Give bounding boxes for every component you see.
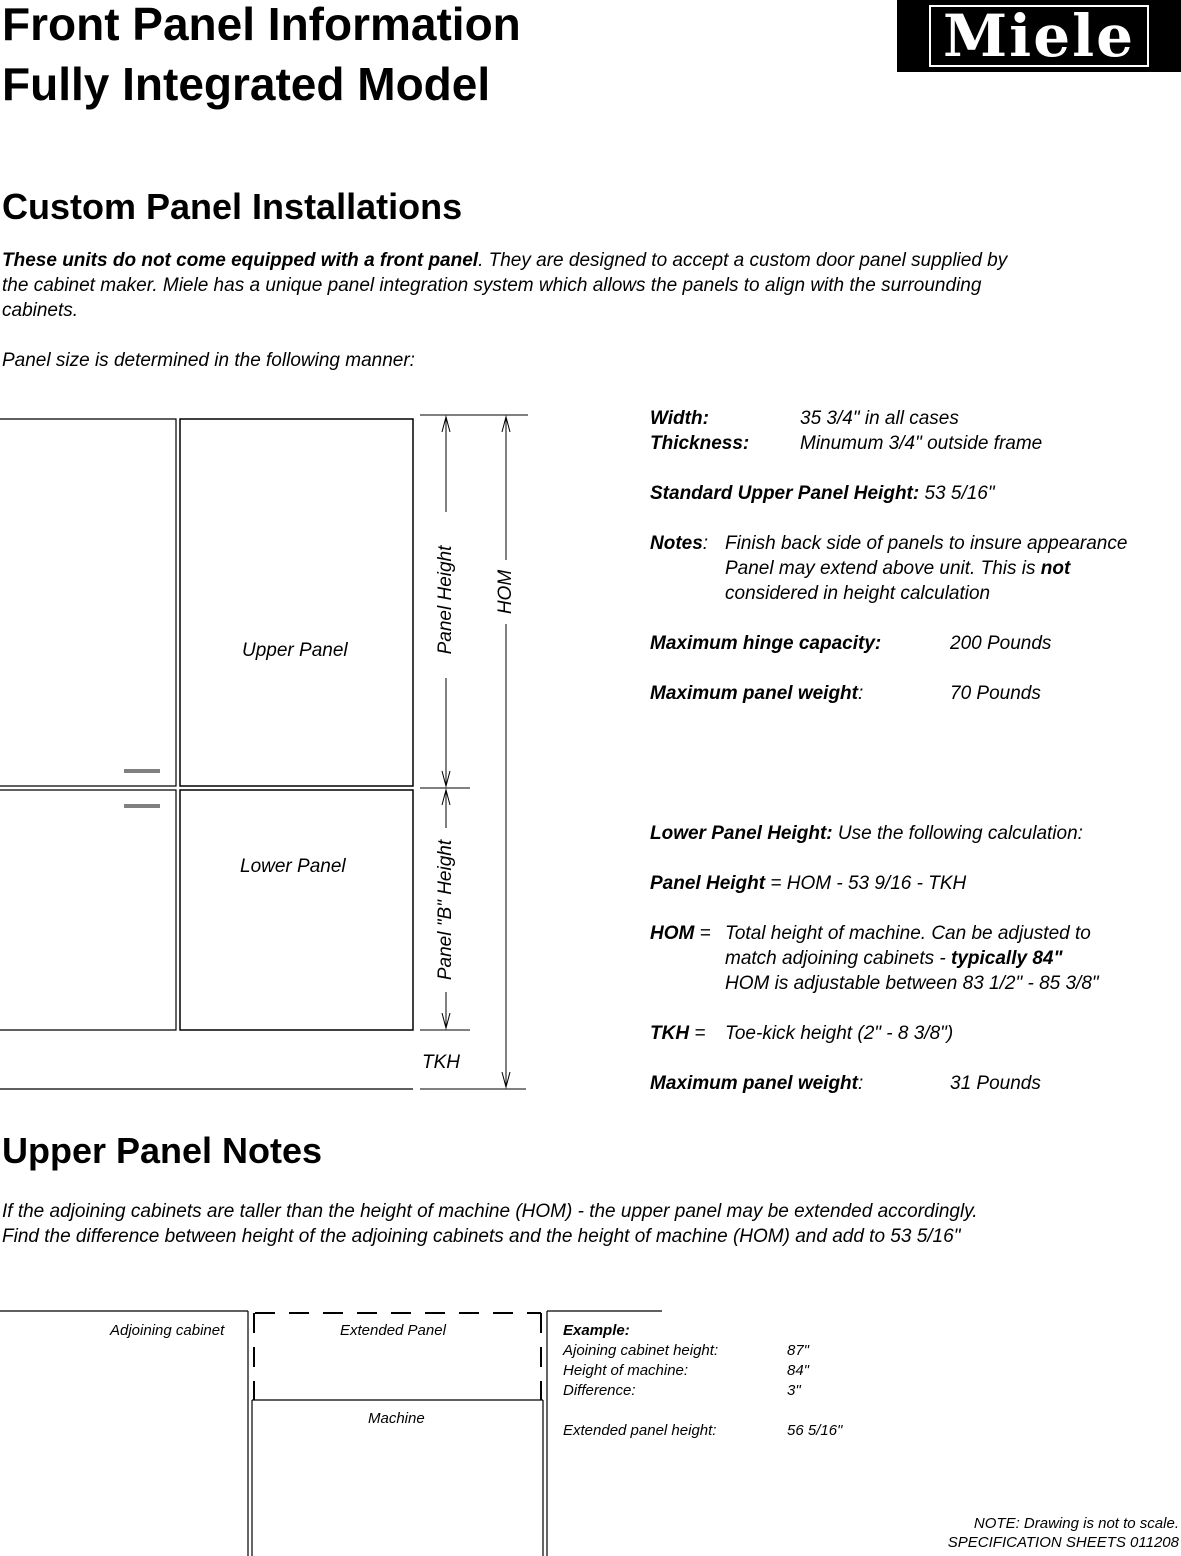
lower-max-weight-value: 31 Pounds: [950, 1073, 1041, 1094]
notes-label: Notes: [650, 533, 703, 554]
panel-b-height-label: Panel "B" Height: [435, 839, 456, 981]
width-label: Width:: [650, 408, 709, 429]
intro-line2: the cabinet maker. Miele has a unique panel integration system which allows the panels to align with the surrounding: [2, 275, 982, 296]
notes-line1: Finish back side of panels to insure appearance: [725, 533, 1128, 554]
width-value: 35 3/4" in all cases: [800, 408, 959, 429]
std-upper-label: Standard Upper Panel Height:: [650, 483, 920, 504]
hom-def-label: [650, 923, 711, 945]
tkh-label-bold: TKH: [650, 1023, 690, 1044]
upper-notes-line2: Find the difference between height of the adjoining cabinets and the height of machine (HOM) and add to 53 5/16": [2, 1226, 961, 1247]
example-row-3-label: Difference:: [563, 1382, 636, 1399]
machine-label: Machine: [368, 1410, 425, 1427]
upper-notes-line1: If the adjoining cabinets are taller than the height of machine (HOM) - the upper panel may be extended accordingly.: [2, 1201, 978, 1222]
custom-heading: Custom Panel Installations: [2, 186, 463, 227]
lower-panel-rect: [180, 790, 413, 1030]
adjacent-cabinet-upper: [0, 419, 176, 786]
notes-label-row: [650, 533, 708, 555]
lower-max-weight-row: [650, 1073, 863, 1095]
hinge-label: Maximum hinge capacity:: [650, 633, 882, 654]
thickness-value: Minumum 3/4" outside frame: [800, 433, 1043, 454]
intro-bold: These units do not come equipped with a front panel: [2, 250, 479, 271]
tkh-def-label: [650, 1023, 705, 1045]
hom-line3: HOM is adjustable between 83 1/2" - 85 3/8": [725, 973, 1099, 994]
example-title: Example:: [563, 1322, 630, 1339]
hom-line2: [725, 948, 1062, 970]
example-row-2-value: 84": [787, 1362, 810, 1379]
tkh-value: Toe-kick height (2" - 8 3/8"): [725, 1023, 954, 1044]
panel-height-label: Panel Height: [435, 545, 456, 655]
lower-max-weight-label: Maximum panel weight: [650, 1073, 858, 1094]
panel-height-formula: [650, 873, 966, 895]
max-weight-label: Maximum panel weight: [650, 683, 858, 704]
notes-line3: considered in height calculation: [725, 583, 991, 604]
example-row-1-label: Ajoining cabinet height:: [563, 1342, 719, 1359]
upper-notes-heading: Upper Panel Notes: [2, 1130, 323, 1171]
max-weight-colon: :: [857, 683, 864, 704]
intro-rest: . They are designed to accept a custom door panel supplied by: [478, 250, 1008, 271]
page-title-line1: Front Panel Information: [2, 0, 521, 50]
example-row-3-value: 3": [787, 1382, 801, 1399]
hom-line2a: match adjoining cabinets -: [725, 948, 952, 969]
adjoining-cabinet-label: Adjoining cabinet: [110, 1322, 225, 1339]
notes-line2a: Panel may extend above unit. This is: [725, 558, 1041, 579]
adjacent-cabinet-lower: [0, 790, 176, 1030]
upper-panel-rect: [180, 419, 413, 786]
lower-panel-label: Lower Panel: [240, 856, 346, 877]
std-upper-value: 53 5/16": [924, 483, 995, 504]
example-row-2-label: Height of machine:: [563, 1362, 689, 1379]
upper-panel-label: Upper Panel: [242, 640, 348, 661]
example-row-1-value: 87": [787, 1342, 810, 1359]
hinge-value: 200 Pounds: [950, 633, 1052, 654]
footer-note: NOTE: Drawing is not to scale.: [973, 1515, 1179, 1532]
hom-eq: =: [694, 923, 711, 944]
extended-panel-label: Extended Panel: [340, 1322, 446, 1339]
intro-line4: Panel size is determined in the following manner:: [2, 350, 415, 371]
example-row-4-value: 56 5/16": [787, 1422, 843, 1439]
std-upper-height: [650, 483, 995, 505]
notes-line2b: not: [1040, 558, 1071, 579]
footer-sheet: SPECIFICATION SHEETS 011208: [947, 1534, 1179, 1551]
intro-line3: cabinets.: [2, 300, 79, 321]
example-row-4-label: Extended panel height:: [563, 1422, 717, 1439]
notes-line2: [725, 558, 1070, 580]
tkh-label: TKH: [422, 1052, 460, 1073]
ph-rest: = HOM - 53 9/16 - TKH: [765, 873, 967, 894]
lower-height-row: [650, 823, 1083, 845]
page-title-line2: Fully Integrated Model: [2, 58, 491, 110]
max-weight-row: [650, 683, 863, 705]
hom-label: HOM: [495, 569, 516, 615]
thickness-label: Thickness:: [650, 433, 750, 454]
lower-height-label: Lower Panel Height:: [650, 823, 833, 844]
notes-colon: :: [702, 533, 709, 554]
logo-text: Miele: [929, 5, 1149, 67]
lower-height-rest: Use the following calculation:: [832, 823, 1083, 844]
tkh-eq: =: [689, 1023, 706, 1044]
hom-label-bold: HOM: [650, 923, 695, 944]
hom-line1: Total height of machine. Can be adjusted to: [725, 923, 1091, 944]
ph-label: Panel Height: [650, 873, 766, 894]
lower-max-weight-colon: :: [857, 1073, 864, 1094]
max-weight-value: 70 Pounds: [950, 683, 1041, 704]
hom-line2b: typically 84": [951, 948, 1063, 969]
